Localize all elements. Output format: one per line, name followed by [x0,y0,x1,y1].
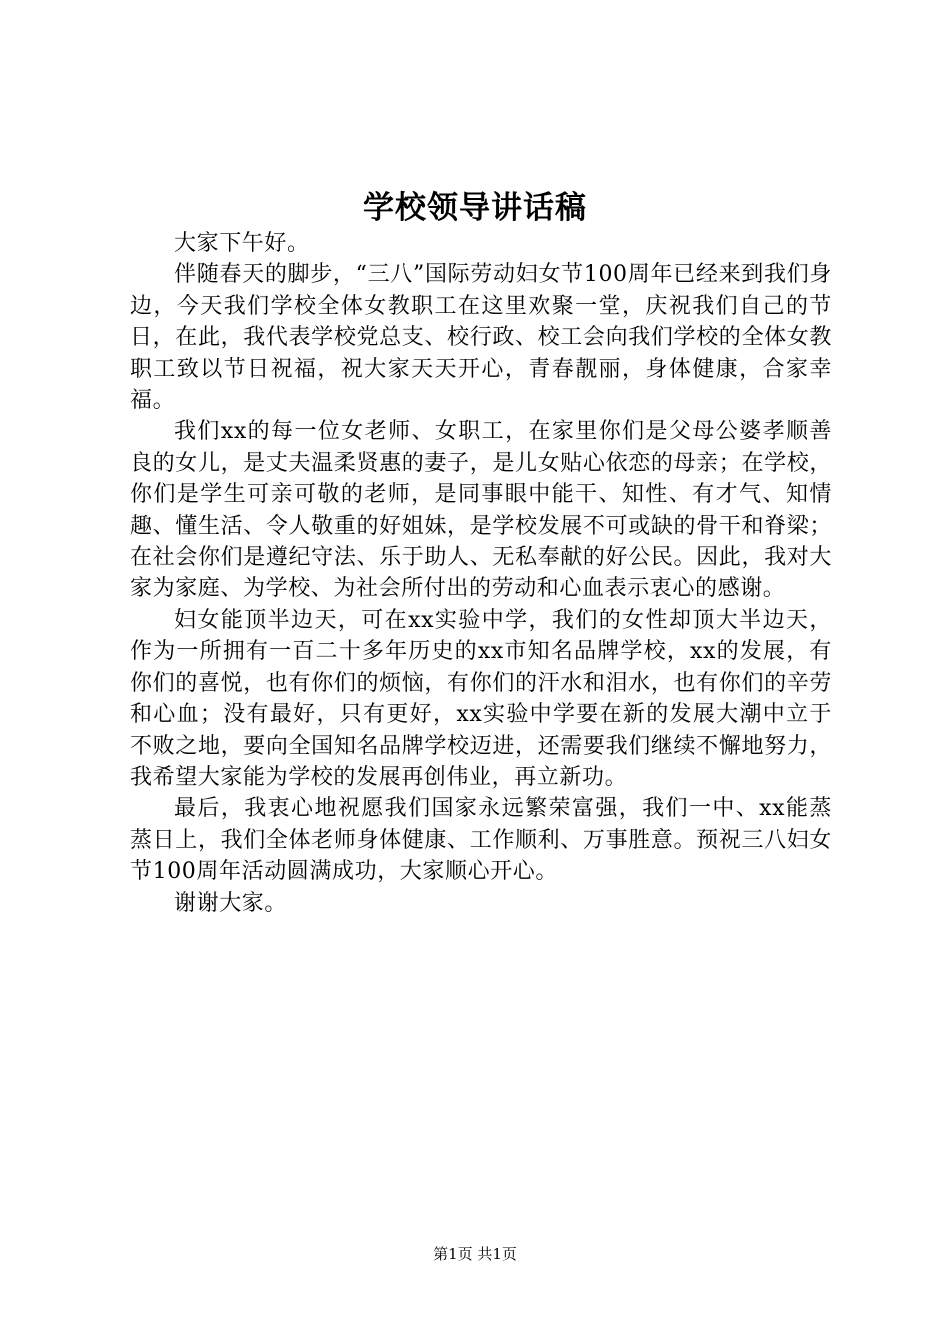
paragraph-school: 妇女能顶半边天，可在xx实验中学，我们的女性却顶大半边天，作为一所拥有一百二十多年历史的xx市知名品牌学校，xx的发展，有你们的喜悦，也有你们的烦恼，有你们的汗水和泪水，也有你们的辛劳和心血；没有最好，只有更好，xx实验中学要在新的发展大潮中立于不败之地，要向全国知名品牌学校迈进，还需要我们继续不懈地努力，我希望大家能为学校的发展再创伟业，再立新功。 [130,607,832,790]
paragraph-teachers: 我们xx的每一位女老师、女职工，在家里你们是父母公婆孝顺善良的女儿，是丈夫温柔贤惠的妻子，是儿女贴心依恋的母亲；在学校，你们是学生可亲可敬的老师，是同事眼中能干、知性、有才气、知情趣、懂生活、令人敬重的好姐妹，是学校发展不可或缺的骨干和脊梁；在社会你们是遵纪守法、乐于助人、无私奉献的好公民。因此，我对大家为家庭、为学校、为社会所付出的劳动和心血表示衷心的感谢。 [130,419,832,602]
paragraph-wishes: 最后，我衷心地祝愿我们国家永远繁荣富强，我们一中、xx能蒸蒸日上，我们全体老师身体健康、工作顺利、万事胜意。预祝三八妇女节100周年活动圆满成功，大家顺心开心。 [130,796,832,885]
document-body [130,228,832,919]
page-number-footer: 第1页 共1页 [433,1245,517,1263]
document-title: 学校领导讲话稿 [363,190,587,226]
paragraph-thanks: 谢谢大家。 [174,890,288,916]
paragraph-festival: 伴随春天的脚步，“三八”国际劳动妇女节100周年已经来到我们身边，今天我们学校全体女教职工在这里欢聚一堂，庆祝我们自己的节日，在此，我代表学校党总支、校行政、校工会向我们学校的全体女教职工致以节日祝福，祝大家天天开心，青春靓丽，身体健康，合家幸福。 [130,262,832,414]
paragraph-greeting: 大家下午好。 [174,231,310,256]
